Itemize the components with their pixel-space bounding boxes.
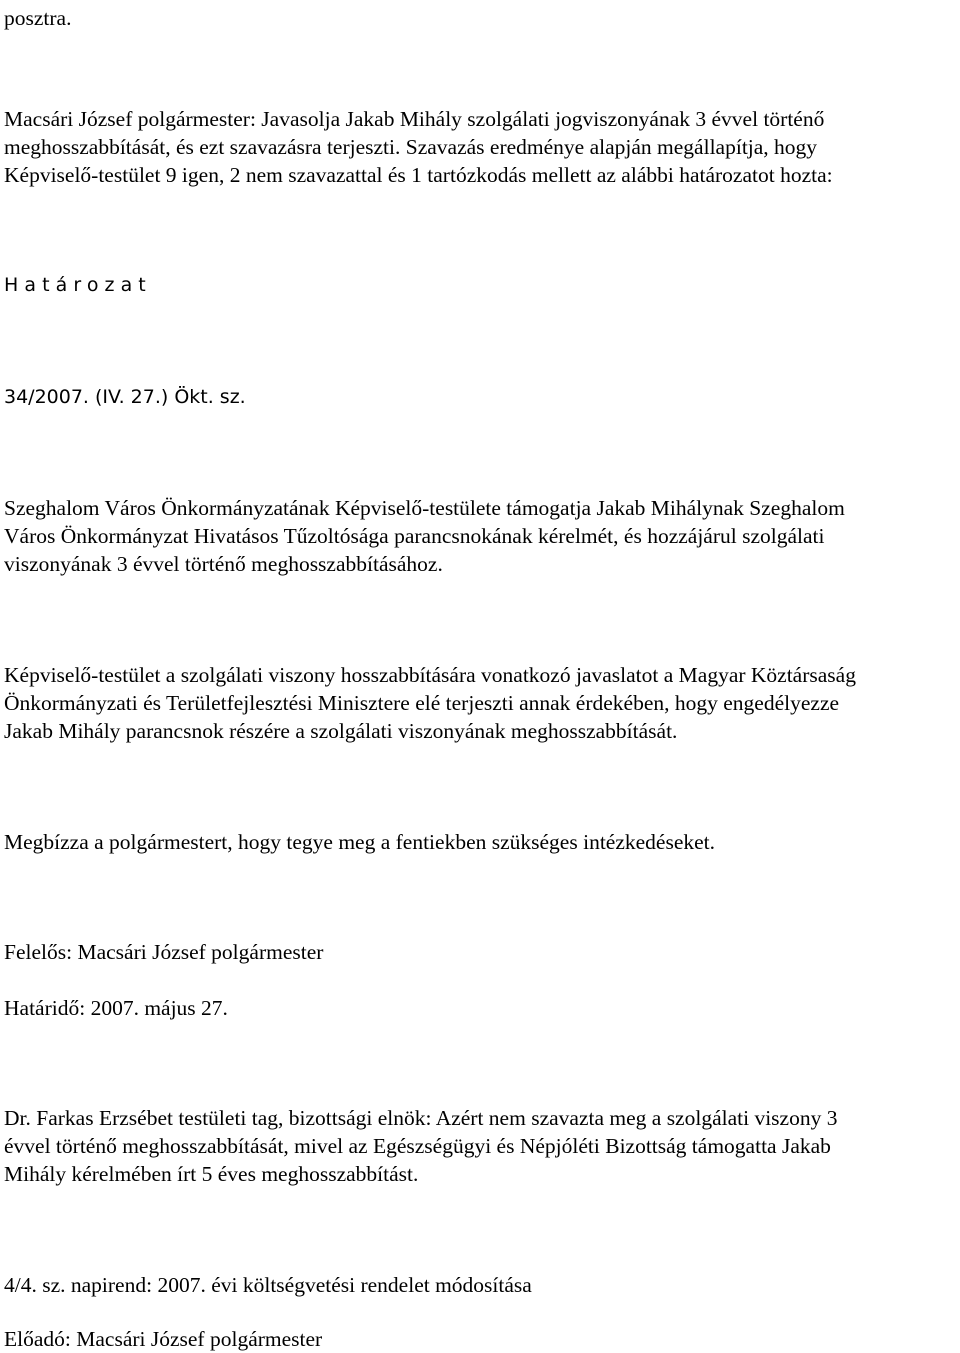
farkas-statement-line-1: Dr. Farkas Erzsébet testületi tag, bizottsági elnök: Azért nem szavazta meg a szolgálati viszony 3	[4, 1106, 838, 1130]
resolution-para2-line-1: Képviselő-testület a szolgálati viszony hosszabbítására vonatkozó javaslatot a Magyar Köztársaság	[4, 663, 856, 687]
intro-line: posztra.	[4, 6, 72, 30]
presenter: Előadó: Macsári József polgármester	[4, 1327, 323, 1351]
deadline: Határidő: 2007. május 27.	[4, 996, 228, 1020]
mayor-statement-line-1: Macsári József polgármester: Javasolja Jakab Mihály szolgálati jogviszonyának 3 évvel történő	[4, 107, 825, 131]
resolution-para2-line-3: Jakab Mihály parancsnok részére a szolgálati viszonyának meghosszabbítását.	[4, 719, 678, 743]
agenda-item: 4/4. sz. napirend: 2007. évi költségvetési rendelet módosítása	[4, 1273, 532, 1297]
farkas-statement-line-3: Mihály kérelmében írt 5 éves meghosszabbítást.	[4, 1162, 419, 1186]
mayor-statement-line-2: meghosszabbítását, és ezt szavazásra terjeszti. Szavazás eredménye alapján megállapítja, hogy	[4, 135, 818, 159]
resolution-para1-line-3: viszonyának 3 évvel történő meghosszabbításához.	[4, 552, 443, 576]
farkas-statement-line-2: évvel történő meghosszabbítását, mivel az Egészségügyi és Népjóléti Bizottság támogatta Jakab	[4, 1134, 831, 1158]
responsible-person: Felelős: Macsári József polgármester	[4, 940, 324, 964]
resolution-number: 34/2007. (IV. 27.) Ökt. sz.	[4, 386, 246, 408]
resolution-para1-line-1: Szeghalom Város Önkormányzatának Képviselő-testülete támogatja Jakab Mihálynak Szeghalom	[4, 496, 845, 520]
resolution-heading: Határozat	[4, 274, 152, 296]
resolution-para2-line-2: Önkormányzati és Területfejlesztési Minisztere elé terjeszti annak érdekében, hogy engedélyezze	[4, 691, 840, 715]
resolution-para1-line-2: Város Önkormányzat Hivatásos Tűzoltósága parancsnokának kérelmét, és hozzájárul szolgálati	[4, 524, 825, 548]
mayor-statement-line-3: Képviselő-testület 9 igen, 2 nem szavazattal és 1 tartózkodás mellett az alábbi határozatot hozta:	[4, 163, 833, 187]
resolution-paragraph-3: Megbízza a polgármestert, hogy tegye meg a fentiekben szükséges intézkedéseket.	[4, 830, 716, 854]
